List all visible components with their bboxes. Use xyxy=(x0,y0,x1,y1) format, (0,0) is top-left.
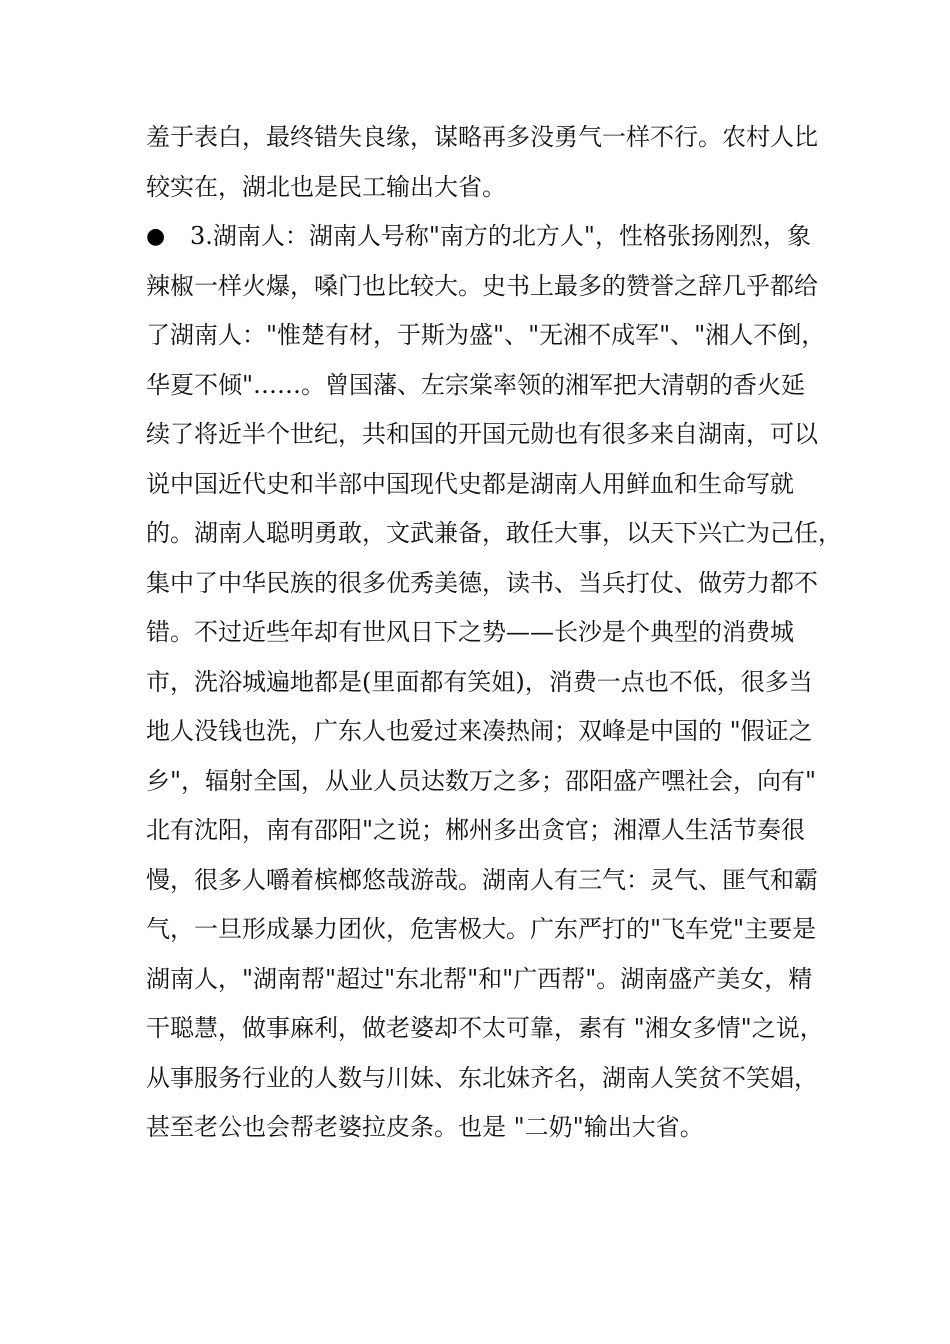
text-line: 羞于表白，最终错失良缘，谋略再多没勇气一样不行。农村人比 xyxy=(146,123,818,151)
text-line: 干聪慧，做事麻利，做老婆却不太可靠，素有 "湘女多情"之说， xyxy=(146,1014,824,1042)
body-text xyxy=(146,113,842,1153)
text-line: 从事服务行业的人数与川妹、东北妹齐名，湖南人笑贫不笑娼， xyxy=(146,1063,818,1092)
text-line: 湖南人，"湖南帮"超过"东北帮"和"广西帮"。湖南盛产美女，精 xyxy=(146,964,813,993)
text-line: 的。湖南人聪明勇敢，文武兼备，敢任大事，以天下兴亡为己任， xyxy=(146,519,842,547)
text-line: 甚至老公也会帮老婆拉皮条。也是 "二奶"输出大省。 xyxy=(146,1113,704,1141)
bullet-item xyxy=(146,212,816,262)
text-line: 乡"，辐射全国，从业人员达数万之多；邵阳盛产嘿社会，向有" xyxy=(146,766,817,795)
text-line: 了湖南人："惟楚有材，于斯为盛"、"无湘不成军"、"湘人不倒， xyxy=(146,321,826,349)
bullet-icon: ● xyxy=(146,224,166,249)
text-line: 地人没钱也洗，广东人也爱过来凑热闹；双峰是中国的 "假证之 xyxy=(146,717,813,745)
text-line: 较实在，湖北也是民工输出大省。 xyxy=(146,172,506,201)
text-line: 慢，很多人嚼着槟榔悠哉游哉。湖南人有三气：灵气、匪气和霸 xyxy=(146,865,818,894)
text-line: 续了将近半个世纪，共和国的开国元勋也有很多来自湖南，可以 xyxy=(146,420,818,448)
text-line: 错。不过近些年却有世风日下之势——长沙是个典型的消费城 xyxy=(146,618,794,646)
text-line: 北有沈阳，南有邵阳"之说；郴州多出贪官；湘潭人生活节奏很 xyxy=(146,816,806,844)
text-line: 说中国近代史和半部中国现代史都是湖南人用鲜血和生命写就 xyxy=(146,469,794,498)
text-line: 辣椒一样火爆，嗓门也比较大。史书上最多的赞誉之辞几乎都给 xyxy=(146,271,818,300)
text-line: 集中了中华民族的很多优秀美德，读书、当兵打仗、做劳力都不 xyxy=(146,568,818,597)
text-line: 市，洗浴城遍地都是(里面都有笑姐)，消费一点也不低，很多当 xyxy=(146,667,813,696)
text-line: 气，一旦形成暴力团伙，危害极大。广东严打的"飞车党"主要是 xyxy=(146,915,817,943)
text-line: 3.湖南人：湖南人号称"南方的北方人"，性格张扬刚烈，象 xyxy=(190,222,811,250)
text-line: 华夏不倾"……。曾国藩、左宗棠率领的湘军把大清朝的香火延 xyxy=(146,370,806,399)
